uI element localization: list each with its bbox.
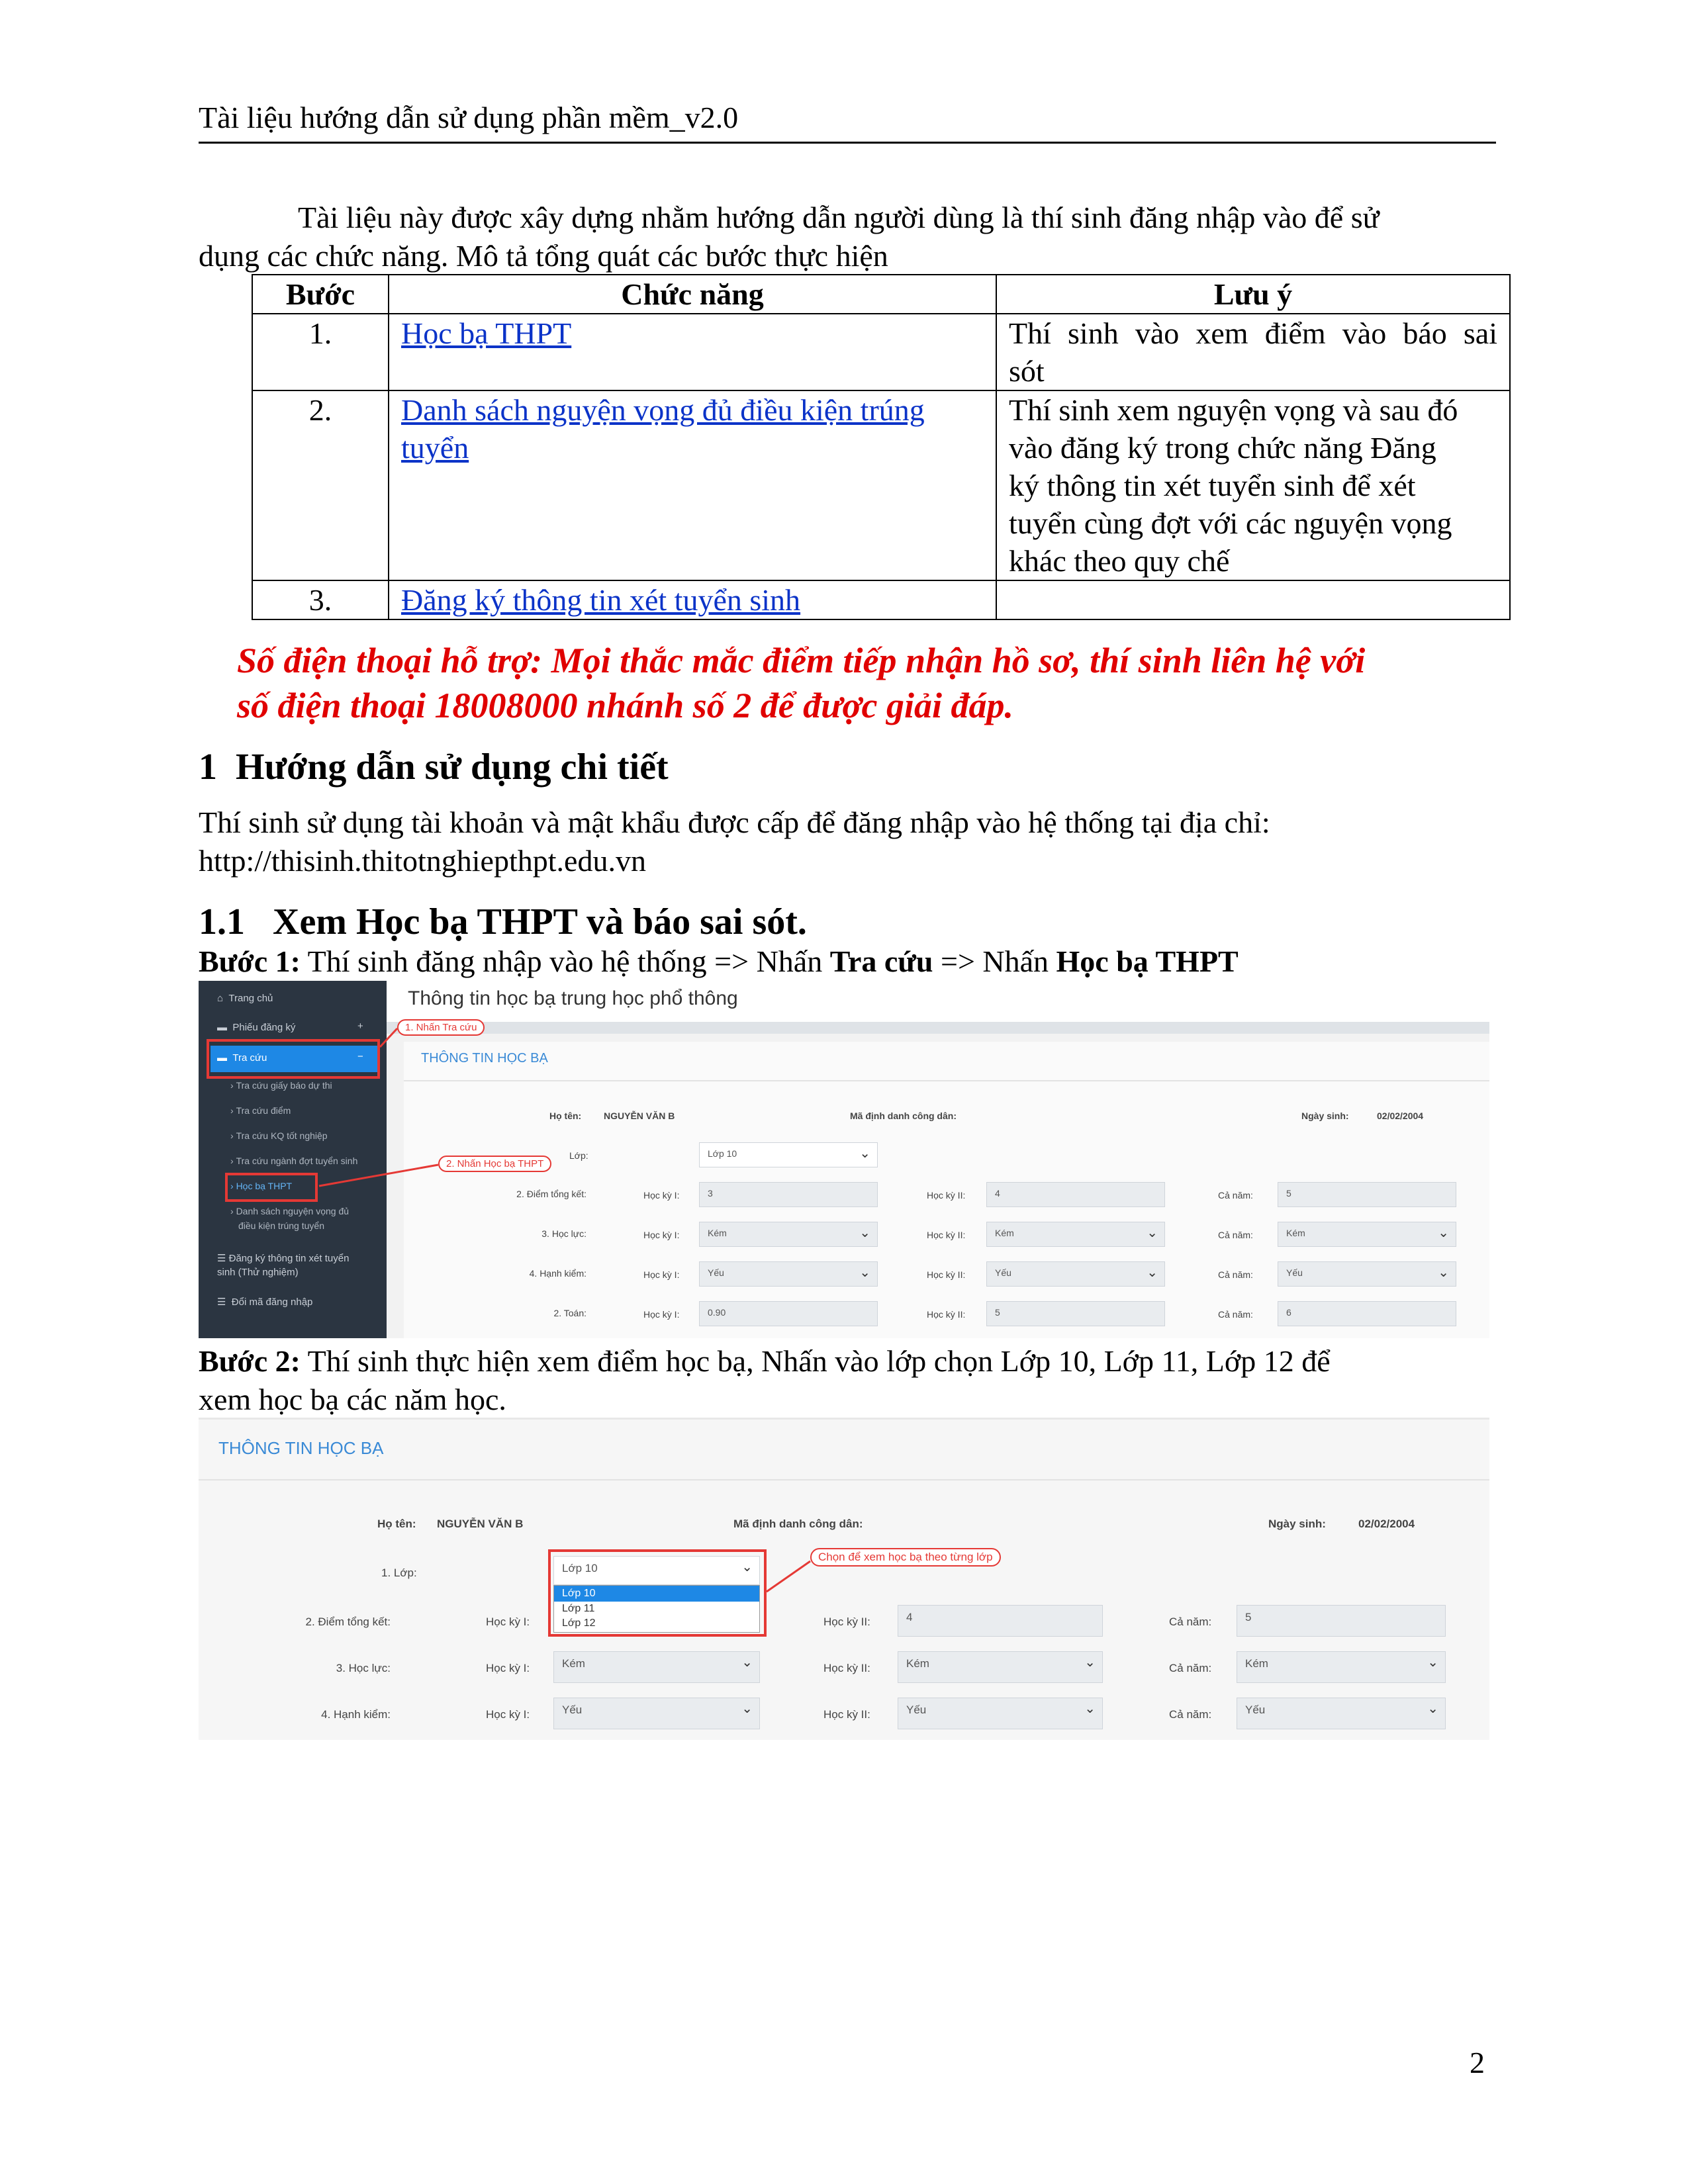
score-field[interactable]: 5 <box>1237 1605 1446 1637</box>
callout-arrow <box>199 1420 1489 1740</box>
score-field[interactable]: 3 <box>699 1182 878 1207</box>
class-select[interactable]: Lớp 10 ⌄ <box>553 1556 760 1585</box>
panel-title: THÔNG TIN HỌC BẠ <box>218 1438 384 1458</box>
arrow-line <box>767 1561 810 1592</box>
page-number: 2 <box>1470 2046 1485 2079</box>
col-header-function: Chức năng <box>389 275 996 314</box>
score-field[interactable]: 4 <box>898 1605 1103 1637</box>
class-label: Lớp: <box>569 1150 588 1161</box>
name-value: NGUYỄN VĂN B <box>437 1518 524 1530</box>
row-label: 4. Hạnh kiểm: <box>529 1268 586 1279</box>
sidebar-sub-item[interactable]: › Tra cứu KQ tốt nghiệp <box>230 1130 328 1141</box>
sidebar-label: Học bạ THPT <box>236 1181 293 1191</box>
conduct-select[interactable]: Yếu ⌄ <box>1237 1698 1446 1729</box>
callout-2: 2. Nhấn Học bạ THPT <box>438 1156 551 1172</box>
section-heading-1 <box>199 744 669 790</box>
conduct-select[interactable]: Yếu ⌄ <box>699 1261 878 1287</box>
link-nguyen-vong-cont[interactable]: tuyển <box>401 431 469 465</box>
sidebar-label: Tra cứu <box>232 1052 267 1064</box>
class-label: 1. Lớp: <box>381 1567 417 1579</box>
row-label: 4. Hạnh kiểm: <box>321 1708 391 1721</box>
hk2-label: Học kỳ II: <box>927 1230 966 1240</box>
step-number: 2. <box>252 390 389 580</box>
plus-icon[interactable]: + <box>357 1021 363 1032</box>
name-label: Họ tên: <box>549 1111 582 1121</box>
row-label: 3. Học lực: <box>336 1662 391 1674</box>
step-bold: Tra cứu <box>829 944 933 978</box>
row-label: 3. Học lực: <box>541 1228 586 1239</box>
year-label: Cả năm: <box>1169 1615 1212 1628</box>
score-field[interactable]: 4 <box>986 1182 1165 1207</box>
arrow-line <box>319 1165 438 1186</box>
id-label: Mã định danh công dân: <box>733 1518 863 1530</box>
hk1-label: Học kỳ I: <box>643 1309 680 1320</box>
hk2-label: Học kỳ II: <box>927 1269 966 1280</box>
step-text: => Nhấn <box>933 944 1056 978</box>
conduct-select[interactable]: Yếu ⌄ <box>553 1698 760 1729</box>
rank-select[interactable]: Kém ⌄ <box>898 1651 1103 1683</box>
sidebar-label: Trang chủ <box>228 993 273 1004</box>
screenshot-hoc-ba-1 <box>199 981 1489 1338</box>
year-label: Cả năm: <box>1218 1230 1253 1240</box>
sidebar-label: Danh sách nguyện vọng đủ <box>236 1206 350 1216</box>
note-line: sót <box>1009 354 1045 388</box>
year-label: Cả năm: <box>1169 1662 1212 1674</box>
section-number: 1.1 <box>199 901 245 942</box>
step2-text <box>199 1342 1496 1419</box>
row-label: 2. Toán: <box>553 1308 586 1318</box>
dropdown-option-selected[interactable]: Lớp 10 <box>554 1586 759 1602</box>
dob-value: 02/02/2004 <box>1377 1111 1424 1121</box>
sidebar-label: Đăng ký thông tin xét tuyển <box>228 1253 350 1264</box>
sidebar-label: Tra cứu giấy báo dự thi <box>236 1080 332 1091</box>
dob-label: Ngày sinh: <box>1301 1111 1349 1121</box>
callout-1: 1. Nhấn Tra cứu <box>397 1019 485 1036</box>
site-url: http://thisinh.thitotnghiepthpt.edu.vn <box>199 844 646 878</box>
rank-select[interactable]: Kém ⌄ <box>553 1651 760 1683</box>
table-row <box>252 314 1510 390</box>
link-dang-ky[interactable]: Đăng ký thông tin xét tuyển sinh <box>401 583 801 617</box>
sidebar-sub-item[interactable]: › Tra cứu ngành đợt tuyển sinh <box>230 1156 358 1166</box>
year-label: Cả năm: <box>1218 1269 1253 1280</box>
support-line-1: Số điện thoại hỗ trợ: Mọi thắc mắc điểm tiếp nhận hồ sơ, thí sinh liên hệ với <box>237 641 1366 680</box>
name-value: NGUYỄN VĂN B <box>604 1111 675 1121</box>
step-label: Bước 1: <box>199 944 301 978</box>
note-empty <box>996 580 1510 619</box>
sidebar-label: Đổi mã đăng nhập <box>231 1297 313 1308</box>
conduct-select[interactable]: Yếu ⌄ <box>898 1698 1103 1729</box>
hk1-label: Học kỳ I: <box>643 1190 680 1201</box>
hk2-label: Học kỳ II: <box>823 1615 870 1628</box>
score-field[interactable]: 0.90 <box>699 1301 878 1326</box>
hk1-label: Học kỳ I: <box>643 1269 680 1280</box>
hk1-label: Học kỳ I: <box>486 1662 530 1674</box>
hk2-label: Học kỳ II: <box>823 1662 870 1674</box>
dob-value: 02/02/2004 <box>1358 1518 1415 1530</box>
year-label: Cả năm: <box>1169 1708 1212 1721</box>
sidebar-label: Tra cứu KQ tốt nghiệp <box>236 1130 328 1141</box>
step-number: 3. <box>252 580 389 619</box>
intro-line-1: Tài liệu này được xây dựng nhằm hướng dẫn người dùng là thí sinh đăng nhập vào để sử <box>298 201 1380 234</box>
hk1-label: Học kỳ I: <box>643 1230 680 1240</box>
section-heading-1-1 <box>199 899 807 945</box>
conduct-select[interactable]: Yếu ⌄ <box>986 1261 1165 1287</box>
table-header-row <box>252 275 1510 314</box>
sidebar-label: Tra cứu ngành đợt tuyển sinh <box>236 1156 358 1166</box>
link-nguyen-vong[interactable]: Danh sách nguyện vọng đủ điều kiện trúng <box>401 393 925 427</box>
year-label: Cả năm: <box>1218 1309 1253 1320</box>
table-row <box>252 580 1510 619</box>
note-line: khác theo quy chế <box>1009 544 1230 578</box>
intro-paragraph <box>199 199 1496 275</box>
support-line-2: số điện thoại 18008000 nhánh số 2 để được giải đáp. <box>237 686 1013 725</box>
row-label: 2. Điểm tổng kết: <box>516 1189 586 1199</box>
hk1-label: Học kỳ I: <box>486 1615 530 1628</box>
section-paragraph <box>199 803 1496 880</box>
step-text: Thí sinh thực hiện xem điểm học bạ, Nhấn vào lớp chọn Lớp 10, Lớp 11, Lớp 12 để <box>301 1344 1331 1378</box>
link-hoc-ba[interactable]: Học bạ THPT <box>401 316 572 350</box>
step-text: Thí sinh đăng nhập vào hệ thống => Nhấn <box>301 944 830 978</box>
class-select[interactable]: Lớp 10 ⌄ <box>699 1142 878 1167</box>
sidebar-item-change-pw[interactable]: ☰ Đổi mã đăng nhập <box>217 1297 313 1308</box>
note-line: tuyển cùng đợt với các nguyện vọng <box>1009 506 1452 540</box>
sidebar-item-reg-info-cont[interactable]: sinh (Thử nghiệm) <box>217 1267 299 1278</box>
score-field[interactable]: 6 <box>1278 1301 1456 1326</box>
hk2-label: Học kỳ II: <box>927 1190 966 1201</box>
intro-line-2: dụng các chức năng. Mô tả tổng quát các bước thực hiện <box>199 239 888 273</box>
score-field[interactable]: 5 <box>986 1301 1165 1326</box>
hk2-label: Học kỳ II: <box>927 1309 966 1320</box>
step-text-line-2: xem học bạ các năm học. <box>199 1383 506 1416</box>
sidebar-label: Phiếu đăng ký <box>232 1022 296 1033</box>
screenshot-hoc-ba-2 <box>199 1418 1489 1740</box>
rank-select[interactable]: Kém ⌄ <box>1278 1222 1456 1247</box>
section-title: Hướng dẫn sử dụng chi tiết <box>236 747 669 788</box>
page-title: Thông tin học bạ trung học phổ thông <box>408 987 738 1009</box>
step1-text <box>199 942 1239 981</box>
col-header-step: Bước <box>252 275 389 314</box>
year-label: Cả năm: <box>1218 1190 1253 1201</box>
sidebar-item-register[interactable]: ▬ Phiếu đăng ký <box>217 1022 296 1033</box>
hk1-label: Học kỳ I: <box>486 1708 530 1721</box>
sidebar-sub-item[interactable]: › Tra cứu giấy báo dự thi <box>230 1080 332 1091</box>
note-line: Thí sinh vào xem điểm vào báo sai <box>1009 316 1497 350</box>
sidebar-sub-item[interactable]: › Tra cứu điểm <box>230 1105 291 1116</box>
minus-icon[interactable]: − <box>357 1051 363 1062</box>
note-line: ký thông tin xét tuyển sinh để xét <box>1009 469 1416 502</box>
rank-select[interactable]: Kém ⌄ <box>1237 1651 1446 1683</box>
document-header: Tài liệu hướng dẫn sử dụng phần mềm_v2.0 <box>199 98 1496 144</box>
paragraph-line: Thí sinh sử dụng tài khoản và mật khẩu được cấp để đăng nhập vào hệ thống tại địa chỉ: <box>199 805 1270 839</box>
name-label: Họ tên: <box>377 1518 416 1530</box>
panel-title: THÔNG TIN HỌC BẠ <box>421 1051 548 1066</box>
arrow-line <box>380 1028 397 1047</box>
table-row <box>252 390 1510 580</box>
row-label: 2. Điểm tổng kết: <box>305 1615 391 1628</box>
dropdown-option[interactable]: Lớp 11 <box>562 1603 595 1614</box>
hk2-label: Học kỳ II: <box>823 1708 870 1721</box>
score-field[interactable]: 5 <box>1278 1182 1456 1207</box>
note-line: vào đăng ký trong chức năng Đăng <box>1009 431 1436 465</box>
sidebar-sub-item-cont[interactable]: điều kiện trúng tuyển <box>238 1220 324 1231</box>
rank-select[interactable]: Kém ⌄ <box>986 1222 1165 1247</box>
sidebar-label: Tra cứu điểm <box>236 1105 291 1116</box>
sidebar-sub-item-hoc-ba[interactable]: › Học bạ THPT <box>230 1181 293 1191</box>
support-notice <box>237 638 1495 728</box>
note-line: Thí sinh xem nguyện vọng và sau đó <box>1009 393 1458 427</box>
step-number: 1. <box>252 314 389 390</box>
sidebar-item-reg-info[interactable]: ☰ Đăng ký thông tin xét tuyển <box>217 1253 350 1264</box>
rank-select[interactable]: Kém ⌄ <box>699 1222 878 1247</box>
conduct-select[interactable]: Yếu ⌄ <box>1278 1261 1456 1287</box>
id-label: Mã định danh công dân: <box>850 1111 957 1121</box>
col-header-note: Lưu ý <box>996 275 1510 314</box>
callout: Chọn để xem học bạ theo từng lớp <box>810 1548 1001 1567</box>
sidebar-lookup-label: ▬ Tra cứu <box>217 1052 267 1064</box>
sidebar-sub-item[interactable]: › Danh sách nguyện vọng đủ <box>230 1206 350 1216</box>
step-bold: Học bạ THPT <box>1056 944 1239 978</box>
steps-table <box>252 274 1511 620</box>
dropdown-option[interactable]: Lớp 12 <box>562 1617 596 1629</box>
section-number: 1 <box>199 747 217 788</box>
dob-label: Ngày sinh: <box>1268 1518 1326 1530</box>
sidebar-item-home[interactable]: ⌂ Trang chủ <box>217 993 273 1004</box>
section-title: Xem Học bạ THPT và báo sai sót. <box>273 901 807 942</box>
step-label: Bước 2: <box>199 1344 301 1378</box>
